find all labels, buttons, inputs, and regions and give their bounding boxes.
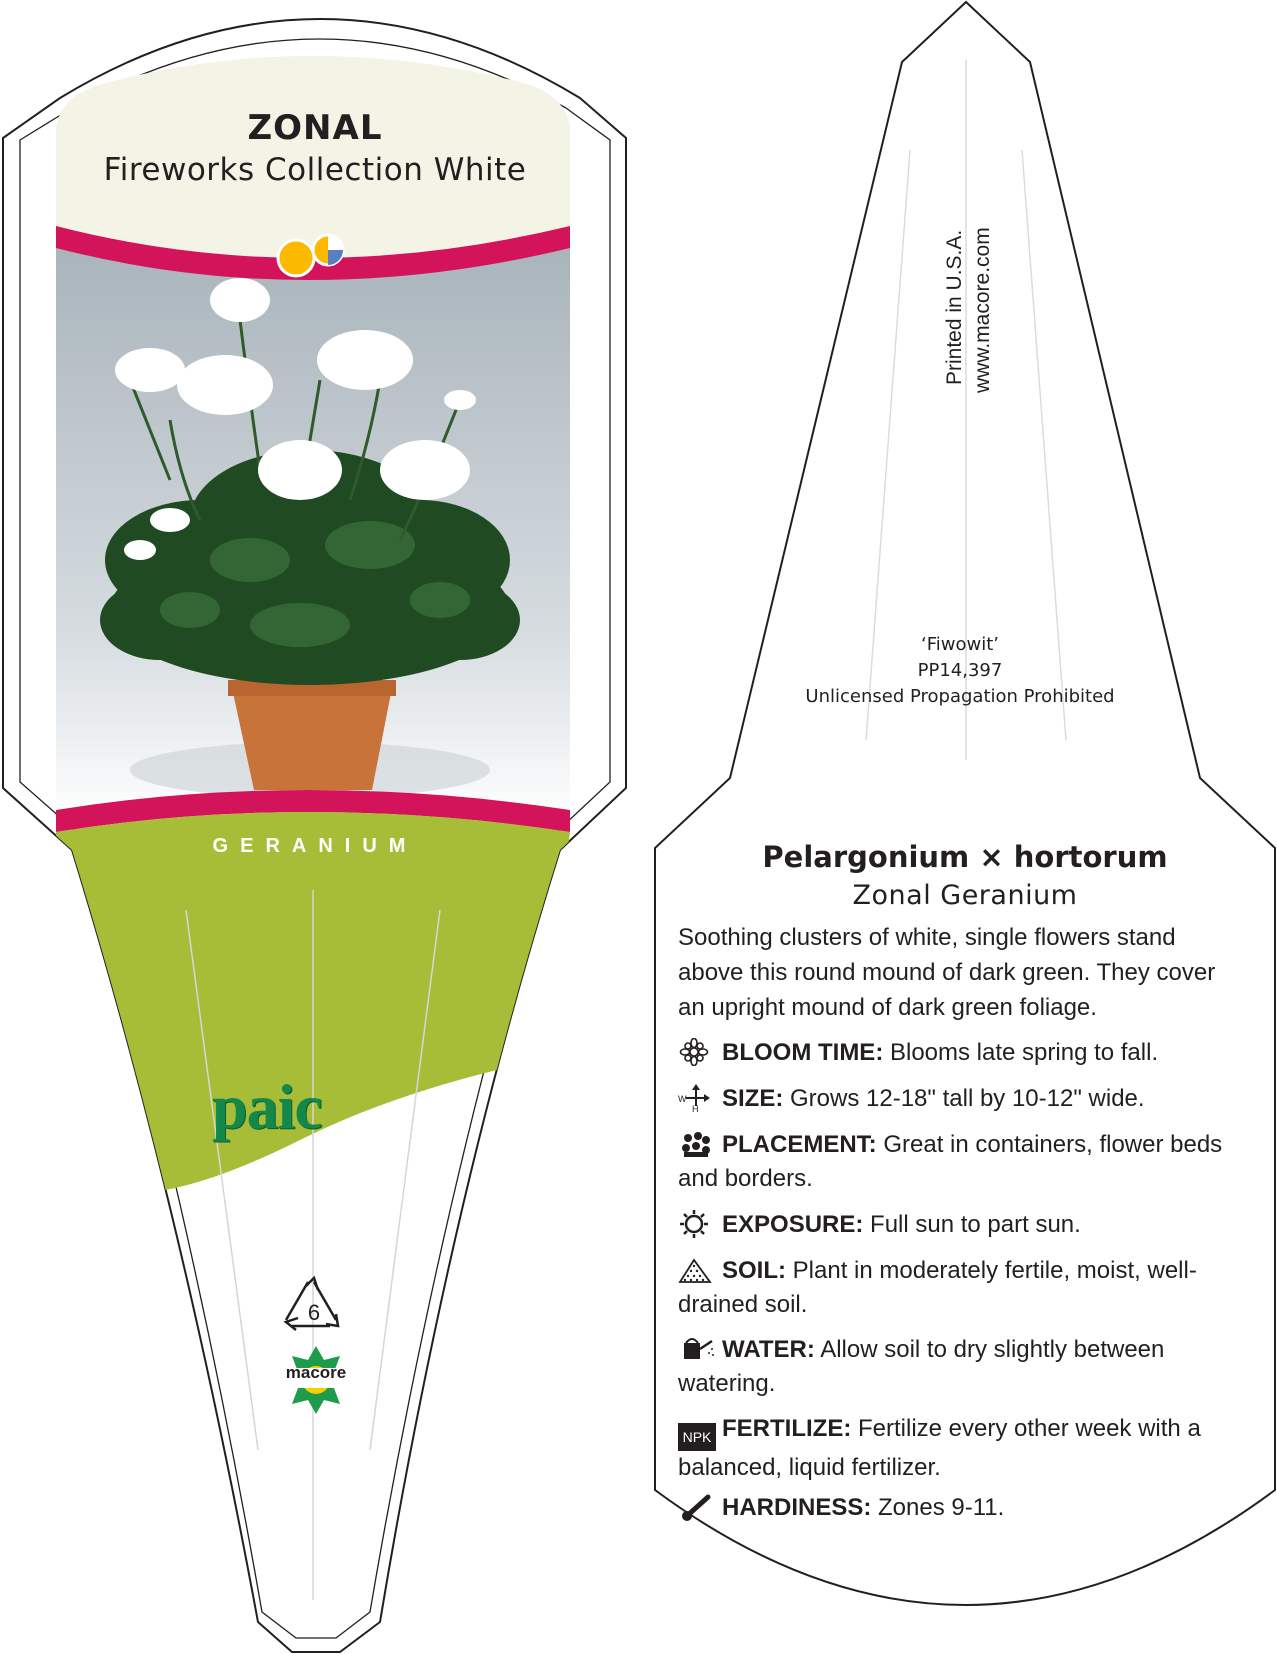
care-label: SOIL: [722,1257,786,1284]
printer-logo-text: macore [285,1363,347,1382]
care-item-hardiness [678,1491,1248,1525]
care-text: Blooms late spring to fall. [889,1039,1159,1066]
care-text: Plant in moderately fertile, moist, well-drained soil. [678,1257,1197,1318]
thermometer-icon [678,1493,716,1521]
care-text: Zones 9-11. [878,1494,1005,1521]
care-item-bloom [678,1036,1248,1070]
care-text: Full sun to part sun. [870,1211,1081,1238]
care-label: WATER: [722,1336,815,1363]
soil-icon [678,1256,716,1284]
watering-can-icon [678,1335,716,1363]
care-text: Great in containers, flower beds and borders. [678,1131,1223,1192]
size-h-glyph: H [692,1104,699,1112]
care-item-placement [678,1128,1248,1196]
scientific-name: Pelargonium × hortorum [762,840,1168,874]
care-label: PLACEMENT: [722,1131,877,1158]
variety-name: Fireworks Collection White [103,152,527,188]
care-item-exposure [678,1208,1248,1242]
plant-description: Soothing clusters of white, single flowers stand above this round mound of dark green. They cover an upright mound of dark green foliage. [678,924,1216,1021]
care-label: BLOOM TIME: [722,1039,884,1066]
cultivar-name: ‘Fiwowit’ [920,634,999,655]
recycle-code: 6 [307,1300,321,1325]
care-item-soil [678,1254,1248,1322]
website-label: www.macore.com [971,227,994,393]
care-text: Fertilize every other week with a balanced, liquid fertilizer. [678,1415,1201,1481]
care-text: Grows 12-18" tall by 10-12" wide. [790,1085,1145,1112]
npk-icon: NPK [678,1423,716,1451]
genus-label: GERANIUM [212,835,418,857]
propagation-notice: Unlicensed Propagation Prohibited [805,686,1115,707]
brand-logo: paic [212,1071,322,1142]
placement-icon [678,1130,716,1158]
care-text: Allow soil to dry slightly between watering. [678,1336,1165,1397]
common-name: Zonal Geranium [852,880,1078,911]
care-label: FERTILIZE: [722,1415,852,1442]
size-w-glyph: W [678,1094,687,1104]
care-label: EXPOSURE: [722,1211,864,1238]
care-label: SIZE: [722,1085,784,1112]
care-item-water [678,1333,1248,1401]
patent-number: PP14,397 [917,660,1003,681]
care-item-fertilize [678,1412,1248,1485]
flower-icon [678,1038,716,1066]
patent-block [760,632,1160,710]
variety-type-title: ZONAL [247,108,383,148]
pot [232,688,392,790]
care-item-size [678,1082,1248,1116]
plant-photo [56,220,570,820]
size-icon [678,1084,716,1112]
sun-icon [678,1210,716,1238]
printed-in-label: Printed in U.S.A. [943,229,966,385]
care-label: HARDINESS: [722,1494,872,1521]
